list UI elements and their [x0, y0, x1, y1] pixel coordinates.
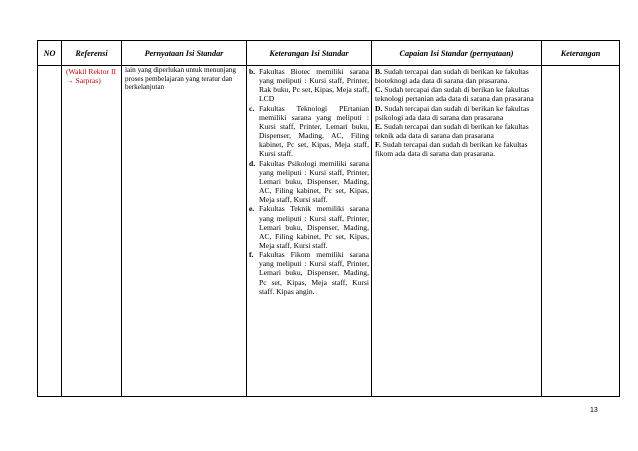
capaian-item-b — [375, 67, 538, 85]
header-referensi: Referensi — [62, 41, 122, 66]
capaian-letter: C. — [375, 85, 383, 95]
header-pernyataan: Pernyataan Isi Standar — [122, 41, 247, 66]
capaian-text: Sudah tercapai dan sudah di berikan ke fakultas teknologi pertanian ada data di sarana dan prasarana — [375, 85, 534, 104]
item-text: Fakultas Psikologi memiliki sarana yang meliputi : Kursi staff, Printer, Lemari buku, Dispenser, Mading, AC, Filing kabinet, Pc set, Kipas, Meja staff, Kursi staff. — [259, 158, 369, 205]
capaian-letter: E. — [375, 121, 382, 131]
header-keterangan: Keterangan — [542, 41, 620, 66]
keterangan-list — [247, 66, 371, 296]
keterangan-item-d — [249, 159, 369, 205]
header-no: NO — [38, 41, 62, 66]
capaian-text: Sudah tercapai dan sudah di berikan ke fakultas fikom ada data di sarana dan prasarana. — [375, 140, 528, 159]
standards-table-sheet — [37, 40, 619, 397]
cell-no — [38, 66, 62, 397]
capaian-text: Sudah tercapai dan sudah di berikan ke fakultas psikologi ada data di sarana dan prasarana — [375, 103, 530, 122]
pernyataan-text: lain yang diperlukan untuk menunjang proses pembelajaran yang teratur dan berkelanjutan — [125, 66, 236, 92]
capaian-item-e — [375, 122, 538, 140]
item-letter: b. — [249, 67, 256, 76]
capaian-letter: B. — [375, 67, 382, 76]
capaian-item-d — [375, 104, 538, 122]
header-capaian: Capaian Isi Standar (pernyataan) — [372, 41, 542, 66]
item-letter: e. — [249, 204, 255, 214]
table-row — [38, 66, 620, 397]
cell-keterangan — [542, 66, 620, 397]
cell-referensi — [62, 66, 122, 397]
item-letter: c. — [249, 103, 255, 113]
item-letter: d. — [249, 158, 256, 168]
item-text: Fakultas Fikom memiliki sarana yang meliputi : Kursi staff, Printer, Lemari buku, Dispenser, Mading, Pc set, Kipas, Meja staff, Kursi staff. Kipas angin. — [259, 250, 369, 296]
table-header-row — [38, 41, 620, 66]
capaian-item-f — [375, 140, 538, 158]
keterangan-item-b — [249, 67, 369, 104]
item-text: Fakultas Biotec memiliki sarana yang meliputi : Kursi staff, Printer, Rak buku, Pc set, Kipas, Meja staff, LCD — [259, 67, 369, 104]
item-text: Fakultas Teknik memiliki sarana yang meliputi : Kursi staff, Printer, Lemari buku, Dispenser, Mading, AC, Filing kabinet, Pc set, Kipas, Meja staff, Kursi staff. — [259, 204, 369, 250]
capaian-text: Sudah tercapai dan sudah di berikan ke fakultas bioteknogi ada data di sarana dan prasarana. — [375, 67, 529, 86]
keterangan-item-c — [249, 104, 369, 159]
capaian-letter: D. — [375, 103, 383, 113]
page-number: 13 — [590, 407, 598, 414]
keterangan-item-f — [249, 250, 369, 296]
capaian-item-c — [375, 85, 538, 103]
header-keterangan-isi: Keterangan Isi Standar — [247, 41, 372, 66]
standards-table — [37, 40, 620, 397]
item-text: Fakultas Teknologi PErtanian memiliki sarana yang meliputi : Kursi staff, Printer, Lemari buku, Dispenser, Mading, AC, Filing kabinet, Pc set, Kipas, Meja staff, Kursi staff. — [259, 103, 369, 159]
capaian-text: Sudah tercapai dan sudah di berikan ke fakultas teknik ada data di sarana dan prasarana — [375, 121, 529, 141]
capaian-letter: F. — [375, 140, 381, 150]
cell-pernyataan — [122, 66, 247, 397]
capaian-list — [372, 66, 541, 159]
cell-keterangan-isi — [247, 66, 372, 397]
item-letter: f. — [249, 250, 254, 260]
keterangan-item-e — [249, 204, 369, 250]
referensi-text: (Wakil Rektor II → Sarpras) — [66, 67, 116, 86]
cell-capaian — [372, 66, 542, 397]
